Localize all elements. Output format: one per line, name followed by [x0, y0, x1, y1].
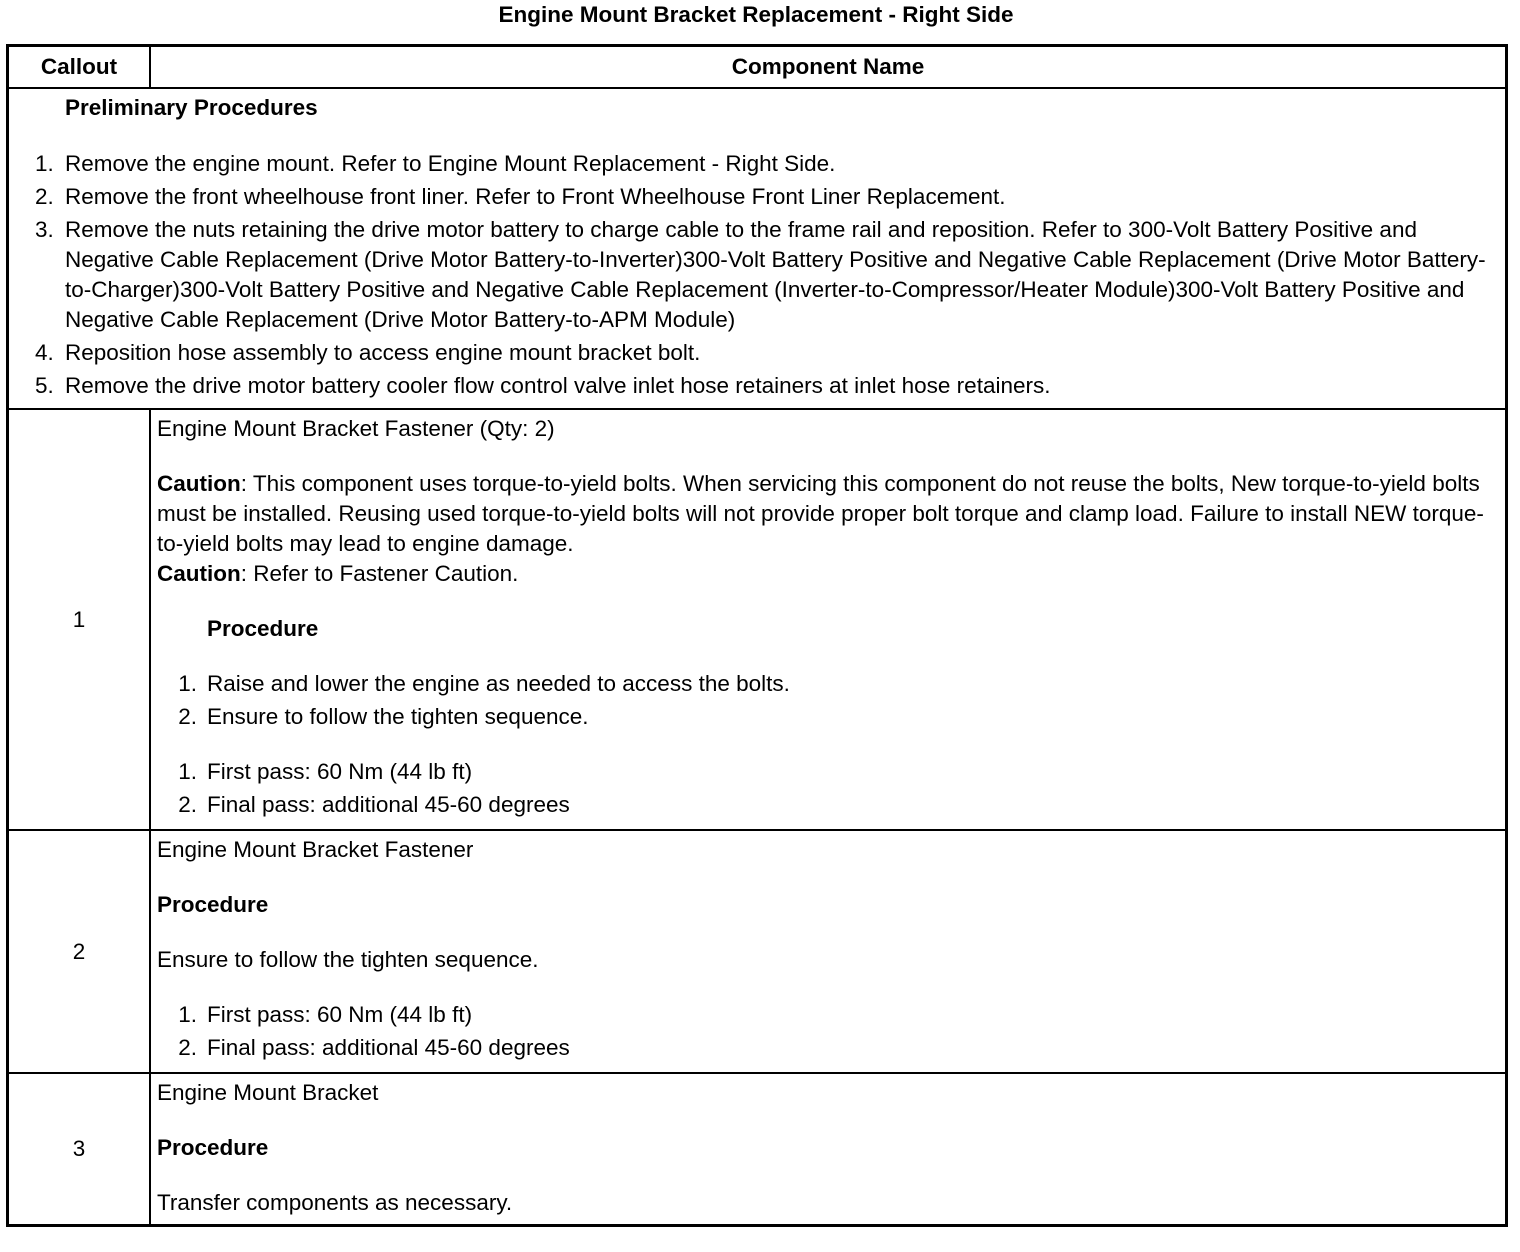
list-item: [9, 338, 1493, 368]
preliminary-row: [8, 88, 1507, 409]
list-item: [9, 182, 1493, 212]
procedure-instruction: Transfer components as necessary.: [157, 1190, 513, 1215]
component-cell: [150, 1073, 1507, 1226]
caution-label: Caution: [157, 561, 241, 586]
step-text: Remove the nuts retaining the drive motor battery to charge cable to the frame rail and reposition. Refer to 300-Volt Battery Positive and Negative Cable Replacement (Drive Motor Battery-to-Inverter)300-Volt Battery Positive and Negative Cable Replacement (Drive Motor Battery-to-Charger)300-Volt Battery Positive and Negative Cable Replacement (Inverter-to-Compressor/Heater Module)300-Volt Battery Positive and Negative Cable Replacement (Drive Motor Battery-to-APM Module): [65, 217, 1486, 332]
caution-note: [157, 469, 1495, 559]
caution-text: : This component uses torque-to-yield bolts. When servicing this component do not reuse the bolts, New torque-to-yield bolts must be installed. Reusing used torque-to-yield bolts will not provide proper bolt torque and clamp load. Failure to install NEW torque-to-yield bolts may lead to engine damage.: [157, 471, 1484, 556]
step-number: 2.: [35, 184, 54, 209]
step-number: 2.: [178, 1035, 197, 1060]
step-number: 4.: [35, 340, 54, 365]
component-column-header: Component Name: [150, 46, 1507, 89]
table-row: [8, 409, 1507, 830]
preliminary-cell: [8, 88, 1507, 409]
table-header-row: [8, 46, 1507, 89]
step-number: 1.: [178, 759, 197, 784]
list-item: [9, 149, 1493, 179]
component-name: Engine Mount Bracket Fastener (Qty: 2): [157, 416, 555, 441]
callout-column-header: Callout: [8, 46, 151, 89]
component-name: Engine Mount Bracket: [157, 1080, 379, 1105]
list-item: [157, 1033, 1495, 1063]
step-text: Raise and lower the engine as needed to access the bolts.: [207, 671, 790, 696]
list-item: [157, 790, 1495, 820]
step-text: First pass: 60 Nm (44 lb ft): [207, 759, 473, 784]
procedure-heading: Procedure: [207, 616, 319, 641]
component-cell: [150, 830, 1507, 1073]
procedure-table: [6, 44, 1508, 1227]
step-number: 1.: [178, 1002, 197, 1027]
step-text: Remove the engine mount. Refer to Engine Mount Replacement - Right Side.: [65, 151, 836, 176]
procedure-instruction: Ensure to follow the tighten sequence.: [157, 947, 539, 972]
step-number: 1.: [35, 151, 54, 176]
callout-number: 3: [8, 1073, 151, 1226]
procedure-heading: Procedure: [157, 892, 269, 917]
step-text: Final pass: additional 45-60 degrees: [207, 1035, 570, 1060]
step-text: Remove the front wheelhouse front liner. Refer to Front Wheelhouse Front Liner Replacement.: [65, 184, 1006, 209]
caution-label: Caution: [157, 471, 241, 496]
caution-text: : Refer to Fastener Caution.: [240, 561, 519, 586]
list-item: [9, 215, 1493, 335]
procedure-steps: [157, 669, 1495, 732]
preliminary-steps: [9, 149, 1493, 401]
step-number: 3.: [35, 217, 54, 242]
step-text: Ensure to follow the tighten sequence.: [207, 704, 589, 729]
list-item: [157, 702, 1495, 732]
component-cell: [150, 409, 1507, 830]
step-text: Final pass: additional 45-60 degrees: [207, 792, 570, 817]
table-row: [8, 830, 1507, 1073]
caution-note: [157, 559, 1495, 589]
list-item: [9, 371, 1493, 401]
torque-passes: [157, 757, 1495, 820]
component-name: Engine Mount Bracket Fastener: [157, 837, 474, 862]
step-number: 5.: [35, 373, 54, 398]
step-number: 2.: [178, 704, 197, 729]
preliminary-heading: Preliminary Procedures: [65, 95, 318, 120]
list-item: [157, 757, 1495, 787]
procedure-heading: Procedure: [157, 1135, 269, 1160]
step-number: 2.: [178, 792, 197, 817]
callout-number: 1: [8, 409, 151, 830]
torque-passes: [157, 1000, 1495, 1063]
step-text: Remove the drive motor battery cooler flow control valve inlet hose retainers at inlet hose retainers.: [65, 373, 1051, 398]
table-row: [8, 1073, 1507, 1226]
step-text: First pass: 60 Nm (44 lb ft): [207, 1002, 473, 1027]
step-text: Reposition hose assembly to access engine mount bracket bolt.: [65, 340, 701, 365]
step-number: 1.: [178, 671, 197, 696]
page-title: Engine Mount Bracket Replacement - Right Side: [498, 2, 1014, 27]
callout-number: 2: [8, 830, 151, 1073]
list-item: [157, 669, 1495, 699]
list-item: [157, 1000, 1495, 1030]
